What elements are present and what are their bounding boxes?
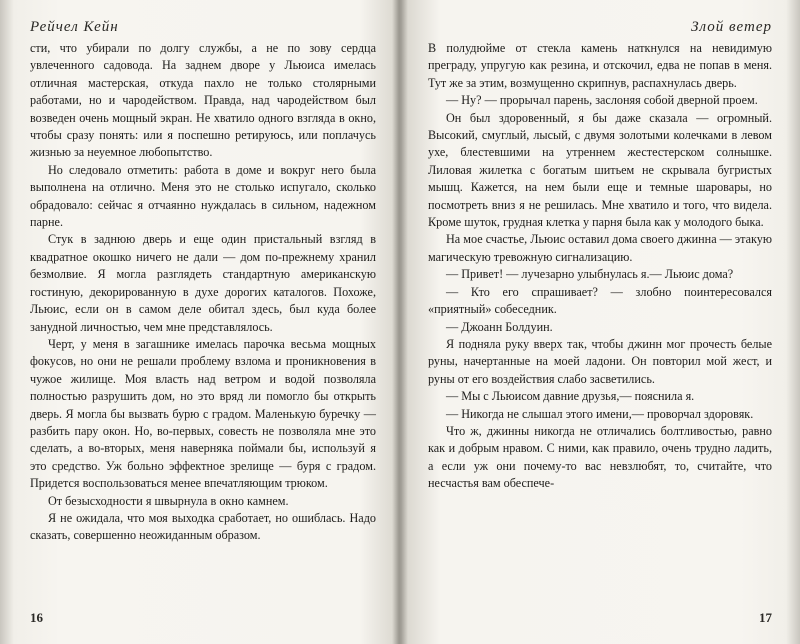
- left-page-text: [30, 40, 376, 545]
- paragraph: — Привет! — лучезарно улыбнулась я.— Льюис дома?: [446, 267, 734, 282]
- paragraph: Он был здоровенный, я бы даже сказала — огромный. Высокий, смуглый, лысый, с двумя золотыми колечками в левом ухе, блестевшими на утреннем жестестерском солнышке. Лиловая жилетка с богатым шитьем не скрывала бугристых мышц. Кажется, на нем были еще и темные шаровары, но посмотреть вниз я не решилась. Мне хватило и того, что видела. Кроме шуток, грудная клетка у парня была как у молодого быка.: [428, 110, 772, 230]
- paragraph: — Ну? — прорычал парень, заслоняя собой дверной проем.: [446, 93, 758, 108]
- right-page-text: [428, 40, 772, 493]
- paragraph: Я подняла руку вверх так, чтобы джинн мог прочесть белые руны, начертанные на моей ладони. Он повторил мой жест, и руны от его воздействия слабо засветились.: [428, 336, 772, 386]
- paragraph: — Джоанн Болдуин.: [446, 319, 553, 334]
- right-page: [402, 0, 800, 644]
- left-page: [0, 0, 398, 644]
- paragraph: — Кто его спрашивает? — злобно поинтересовался «приятный» собеседник.: [428, 284, 772, 317]
- paragraph: Что ж, джинны никогда не отличались болтливостью, равно как и добрым нравом. С ними, как правило, очень трудно ладить, а если уж они почему-то вас невзлюбят, то, считайте, что несчастья вам обеспече-: [428, 423, 772, 491]
- paragraph: — Мы с Льюисом давние друзья,— пояснила я.: [446, 389, 695, 404]
- paragraph: От безысходности я швырнула в окно камнем.: [48, 493, 289, 508]
- paragraph: Я не ожидала, что моя выходка сработает, но ошиблась. Надо сказать, совершенно неожиданным образом.: [30, 510, 376, 543]
- page-number: 16: [30, 610, 43, 625]
- paragraph: Но следовало отметить: работа в доме и вокруг него была выполнена на отлично. Меня это не столько испугало, сколько обрадовало: сейчас я отчаянно нуждалась в сильном, надежном парне.: [30, 162, 376, 230]
- running-head-title: Злой ветер: [691, 19, 772, 35]
- paragraph: В полудюйме от стекла камень наткнулся на невидимую преграду, упругую как резина, и отскочил, едва не попав в меня. Тут же за этим, возмущенно скрипнув, распахнулась дверь.: [428, 41, 772, 90]
- paragraph: сти, что убирали по долгу службы, а не по зову сердца увлеченного садовода. На заднем дворе у Льюиса имелась отличная мастерская, откуда пахло не только столярными работами, но и чародейством. Правда, над чародейством был возведен очень мощный экран. Не хватило одного взгляда в окно, чтобы сразу понять: или я поспешно ретируюсь, или поплачусь жизнью за неуемное любопытство.: [30, 41, 376, 160]
- paragraph: Стук в заднюю дверь и еще один пристальный взгляд в квадратное окошко ничего не дали — дом по-прежнему хранил безмолвие. Я могла разглядеть стандартную американскую гостиную, декорированную в духе дорогих каталогов. Похоже, Льюис, если он в самом деле обитал здесь, был куда более занудной личностью, чем мне представлялось.: [30, 232, 376, 334]
- page-number: 17: [759, 610, 772, 625]
- paragraph: На мое счастье, Льюис оставил дома своего джинна — этакую магическую тревожную сигнализацию.: [428, 232, 772, 264]
- paragraph: Черт, у меня в загашнике имелась парочка весьма мощных фокусов, но они не решали проблему взлома и проникновения в чужое жилище. Моя власть над ветром и водой позволяла полностью разрушить дом, но это вряд ли помогло бы открыть дверь. Я могла бы вызвать бурю с градом. Маленькую буречку — разбить пару окон. Но, во-первых, совесть не позволяла мне это сделать, а во-вторых, меня наверняка поймали бы, используй я это средство. Уж больно эффектное зрелище — буря с градом. Придется воспользоваться менее впечатляющим трюком.: [30, 336, 376, 491]
- running-head-author: Рейчел Кейн: [30, 19, 119, 35]
- paragraph: — Никогда не слышал этого имени,— проворчал здоровяк.: [446, 406, 754, 421]
